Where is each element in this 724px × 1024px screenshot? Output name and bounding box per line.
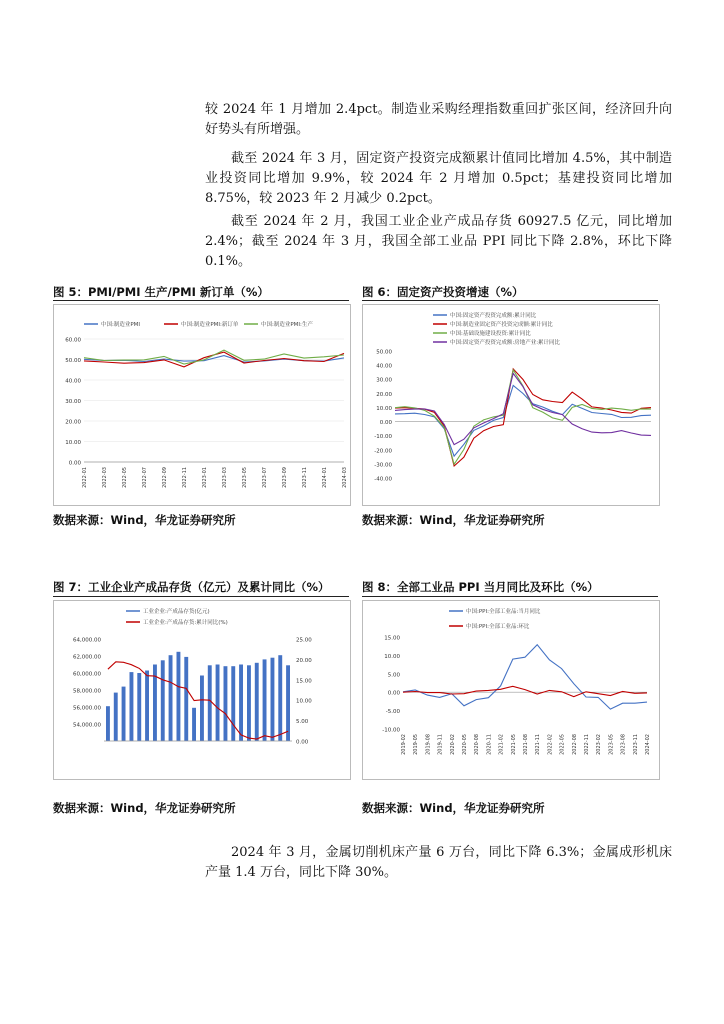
series-line-3 [395, 373, 651, 444]
inventory-bar [231, 666, 235, 741]
y-tick-label: 40.00 [376, 363, 392, 370]
y-tick-label: -30.00 [374, 462, 392, 469]
x-tick-label: 2019-11 [437, 734, 444, 755]
y-tick-label: 10.00 [65, 440, 81, 446]
fig6-chart-frame [362, 304, 660, 506]
x-tick-label: 2022-05 [122, 467, 128, 488]
paragraph-2: 截至 2024 年 3 月，固定资产投资完成额累计值同比增加 4.5%，其中制造业投资同比增加 9.9%，较 2024 年 2 月增加 0.5pct；基建投资同比增加 8.75%，较 2023 年 2 月减少 0.2pct。 [205, 151, 672, 206]
y-tick-label: 20.00 [65, 419, 81, 426]
y-tick-label: 40.00 [65, 378, 81, 385]
inventory-bar [106, 706, 110, 741]
fig5-chart-frame [53, 304, 351, 506]
inventory-bar [224, 666, 228, 741]
x-tick-label: 2023-07 [262, 467, 268, 488]
fig7-top-rule [53, 596, 349, 597]
inventory-bar [271, 658, 275, 741]
y-tick-label: 10.00 [384, 653, 400, 660]
inventory-bar [130, 672, 134, 741]
inventory-bar [216, 665, 220, 742]
fig7-title: 图 7：工业企业产成品存货（亿元）及累计同比（%） [53, 580, 330, 594]
fig8-chart-frame [362, 600, 660, 780]
paragraph-4: 2024 年 3 月，金属切削机床产量 6 万台，同比下降 6.3%；金属成形机床产量 1.4 万台，同比下降 30%。 [205, 845, 672, 880]
x-tick-label: 2019-02 [401, 734, 407, 755]
x-tick-label: 2023-08 [620, 734, 627, 755]
fig8-chart [363, 601, 659, 779]
y-right-tick-label: 10.00 [296, 698, 312, 705]
x-tick-label: 2022-09 [162, 467, 168, 488]
y-tick-label: 20.00 [376, 391, 392, 398]
x-tick-label: 2023-05 [242, 467, 248, 488]
x-tick-label: 2023-03 [222, 467, 228, 488]
fig7-chart [54, 601, 350, 779]
y-tick-label: -5.00 [385, 709, 400, 716]
legend-label-1: 中国:PPI:全部工业品:环比 [466, 624, 530, 630]
inventory-bar [208, 665, 212, 741]
x-tick-label: 2021-05 [510, 734, 517, 755]
inventory-bar [200, 676, 204, 742]
inventory-bar [169, 655, 173, 741]
x-tick-label: 2020-08 [474, 734, 481, 755]
yoy-line [108, 662, 288, 739]
y-tick-label: 50.00 [376, 349, 392, 356]
inventory-bar [255, 663, 259, 741]
x-tick-label: 2022-11 [182, 467, 188, 488]
y-tick-label: 15.00 [384, 635, 400, 642]
fig5-source: 数据来源：Wind，华龙证券研究所 [53, 513, 236, 527]
x-tick-label: 2022-02 [547, 734, 554, 755]
fig5-top-rule [53, 300, 349, 301]
y-left-tick-label: 58,000.00 [73, 688, 101, 695]
x-tick-label: 2024-01 [322, 467, 328, 488]
legend-label-2: 中国:制造业PMI:生产 [261, 322, 313, 328]
y-right-tick-label: 20.00 [296, 657, 312, 664]
y-tick-label: 0.00 [379, 420, 392, 427]
x-tick-label: 2022-03 [102, 467, 108, 488]
inventory-bar [247, 665, 251, 741]
inventory-bar [192, 708, 196, 741]
x-tick-label: 2019-08 [425, 734, 432, 755]
x-tick-label: 2022-01 [82, 467, 88, 488]
y-right-tick-label: 15.00 [296, 678, 312, 685]
y-tick-label: 30.00 [65, 399, 81, 405]
y-left-tick-label: 54,000.00 [73, 722, 101, 729]
fig8-source: 数据来源：Wind，华龙证券研究所 [362, 801, 545, 815]
x-tick-label: 2023-01 [202, 467, 208, 488]
x-tick-label: 2020-05 [462, 734, 468, 755]
inventory-bar [161, 660, 165, 741]
y-tick-label: -40.00 [374, 476, 392, 483]
legend-label-0: 工业企业:产成品存货(亿元) [143, 609, 210, 615]
fig6-title: 图 6：固定资产投资增速（%） [362, 285, 524, 299]
paragraph-3: 截至 2024 年 2 月，我国工业企业产成品存货 60927.5 亿元，同比增加 2.4%；截至 2024 年 3 月，我国全部工业品 PPI 同比下降 2.8%，环比下降 0.1%。 [205, 214, 672, 269]
y-tick-label: 10.00 [376, 405, 392, 412]
series-line-2 [84, 350, 344, 364]
x-tick-label: 2022-07 [142, 467, 148, 488]
legend-label-0: 中国:制造业PMI [101, 322, 141, 328]
y-left-tick-label: 60,000.00 [73, 671, 101, 678]
x-tick-label: 2023-11 [302, 467, 308, 488]
inventory-bar [278, 655, 282, 741]
inventory-bar [239, 665, 243, 742]
x-tick-label: 2023-05 [608, 734, 615, 755]
x-tick-label: 2021-02 [498, 734, 505, 755]
x-tick-label: 2020-02 [449, 734, 456, 755]
y-tick-label: 0.00 [68, 460, 81, 467]
y-left-tick-label: 64,000.00 [73, 637, 101, 644]
fig6-chart [363, 305, 659, 505]
series-line-1 [403, 686, 647, 696]
x-tick-label: 2023-09 [282, 467, 288, 488]
y-right-tick-label: 25.00 [296, 637, 312, 644]
y-right-tick-label: 0.00 [296, 739, 309, 746]
y-tick-label: -10.00 [374, 434, 392, 441]
fig8-top-rule [362, 596, 658, 597]
y-tick-label: -20.00 [374, 448, 392, 455]
y-tick-label: 5.00 [387, 672, 400, 679]
x-tick-label: 2019-05 [413, 734, 420, 755]
y-tick-label: 30.00 [376, 377, 392, 384]
x-tick-label: 2021-08 [523, 734, 529, 755]
series-line-1 [395, 369, 651, 466]
inventory-bar [263, 659, 267, 741]
legend-label-3: 中国:固定资产投资完成额:房地产业:累计同比 [450, 340, 561, 346]
legend-label-0: 中国:PPI:全部工业品:当月同比 [466, 609, 541, 615]
inventory-bar [137, 673, 141, 741]
x-tick-label: 2020-11 [486, 734, 493, 755]
y-right-tick-label: 5.00 [296, 719, 309, 726]
series-line-0 [395, 385, 651, 456]
y-tick-label: 50.00 [65, 358, 81, 364]
x-tick-label: 2022-08 [571, 734, 578, 755]
y-tick-label: 0.00 [387, 690, 400, 697]
legend-label-2: 中国:基础设施建设投资:累计同比 [450, 331, 531, 337]
inventory-bar [145, 671, 149, 742]
inventory-bar [114, 693, 118, 741]
fig8-title: 图 8：全部工业品 PPI 当月同比及环比（%） [362, 580, 599, 594]
fig7-chart-frame [53, 600, 351, 780]
legend-label-1: 中国:制造业固定资产投资完成额:累计同比 [450, 322, 553, 328]
fig7-source: 数据来源：Wind，华龙证券研究所 [53, 801, 236, 815]
x-tick-label: 2022-05 [559, 734, 566, 755]
y-left-tick-label: 62,000.00 [73, 654, 101, 661]
x-tick-label: 2023-11 [632, 734, 639, 755]
inventory-bar [286, 665, 290, 741]
x-tick-label: 2024-03 [342, 467, 348, 488]
legend-label-0: 中国:固定资产投资完成额:累计同比 [450, 313, 537, 319]
legend-label-1: 中国:制造业PMI:新订单 [181, 322, 239, 328]
x-tick-label: 2022-11 [584, 734, 590, 755]
fig5-title: 图 5：PMI/PMI 生产/PMI 新订单（%） [53, 285, 269, 299]
series-line-0 [403, 645, 647, 709]
inventory-bar [122, 687, 126, 741]
x-tick-label: 2021-11 [535, 734, 542, 755]
inventory-bar [184, 657, 188, 741]
y-left-tick-label: 56,000.00 [73, 705, 101, 712]
paragraph-1: 较 2024 年 1 月增加 2.4pct。制造业采购经理指数重回扩张区间，经济回升向好势头有所增强。 [205, 102, 672, 137]
legend-label-1: 工业企业:产成品存货:累计同比(%) [143, 620, 228, 626]
x-tick-label: 2023-02 [596, 734, 603, 755]
fig6-top-rule [362, 300, 658, 301]
y-tick-label: -10.00 [382, 727, 400, 734]
inventory-bar [177, 652, 181, 741]
y-tick-label: 60.00 [65, 337, 81, 344]
fig6-source: 数据来源：Wind，华龙证券研究所 [362, 513, 545, 527]
fig5-chart [54, 305, 350, 505]
x-tick-label: 2024-02 [645, 734, 651, 755]
